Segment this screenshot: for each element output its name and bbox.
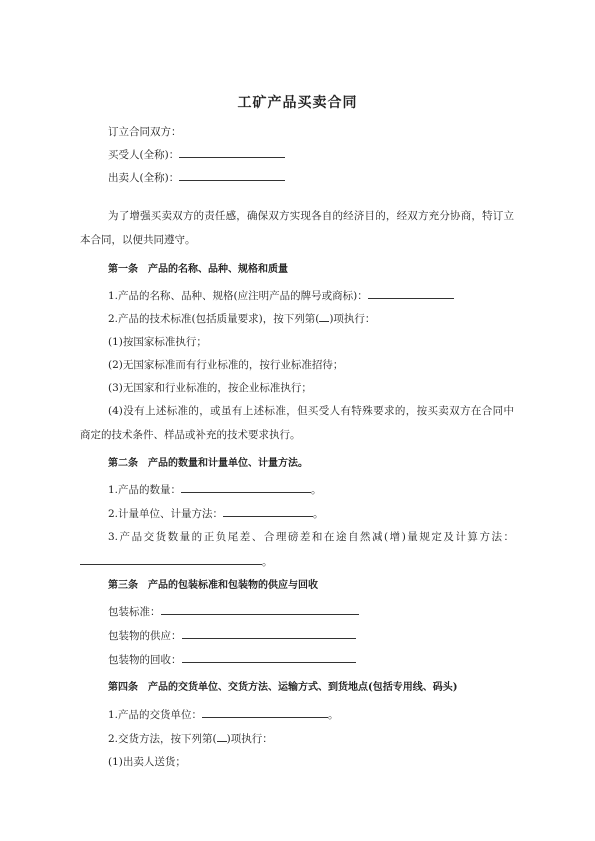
seller-blank — [179, 170, 285, 181]
article-2-item-3-line-1: 3.产品交货数量的正负尾差、合理磅差和在途自然减(增)量规定及计算方法： — [108, 531, 514, 543]
article-1-item-2 — [108, 311, 375, 326]
article-4-item-1 — [108, 707, 339, 722]
buyer-blank — [179, 147, 285, 158]
article-1-option-2: (2)无国家标准而有行业标准的，按行业标准招待； — [108, 359, 344, 371]
article-3-item-1-label: 包装标准： — [108, 606, 161, 618]
article-4-item-1-end: 。 — [328, 709, 339, 721]
document-title: 工矿产品买卖合同 — [237, 95, 358, 111]
article-3-item-3-label: 包装物的回收： — [108, 654, 182, 666]
article-4-heading: 第四条 产品的交货单位、交货方法、运输方式、到货地点(包括专用线、码头) — [108, 682, 458, 693]
article-3-heading: 第三条 产品的包装标准和包装物的供应与回收 — [108, 580, 318, 591]
article-1-item-2-blank — [319, 311, 329, 322]
article-3-item-1 — [108, 604, 359, 619]
article-3-item-1-blank — [161, 604, 359, 615]
article-2-item-1-label: 1.产品的数量： — [108, 484, 182, 496]
article-2-item-1-end: 。 — [311, 484, 322, 496]
preamble-line-2: 本合同，以便共同遵守。 — [80, 234, 196, 246]
article-3-item-2 — [108, 628, 356, 643]
article-2-item-2 — [108, 506, 324, 521]
article-1-option-4-line-1: (4)没有上述标准的，或虽有上述标准，但买受人有特殊要求的，按买卖双方在合同中 — [108, 405, 514, 417]
article-2-item-1 — [108, 482, 322, 497]
buyer-label: 买受人(全称)： — [108, 149, 180, 161]
article-3-item-2-blank — [182, 628, 356, 639]
article-2-item-2-end: 。 — [313, 508, 324, 520]
article-3-item-3 — [108, 652, 356, 667]
article-1-item-1-label: 1.产品的名称、品种、规格(应注明产品的牌号或商标)： — [108, 290, 368, 302]
article-2-item-3-line-2 — [80, 554, 273, 569]
article-2-item-2-label: 2.计量单位、计量方法： — [108, 508, 224, 520]
article-4-item-1-blank — [202, 707, 328, 718]
article-4-option-1: (1)出卖人送货； — [108, 756, 186, 768]
article-2-item-3-end: 。 — [262, 556, 273, 568]
article-2-heading: 第二条 产品的数量和计量单位、计量方法。 — [108, 458, 308, 469]
article-1-item-1 — [108, 288, 454, 303]
article-2-item-3-blank — [80, 554, 262, 565]
article-3-item-3-blank — [182, 652, 356, 663]
article-1-item-1-blank — [368, 288, 454, 299]
buyer-line — [108, 147, 285, 162]
article-2-item-1-blank — [181, 482, 311, 493]
article-3-item-2-label: 包装物的供应： — [108, 630, 182, 642]
article-4-item-2-post: )项执行： — [226, 733, 273, 745]
article-1-item-2-post: )项执行： — [329, 313, 376, 325]
article-4-item-1-label: 1.产品的交货单位： — [108, 709, 203, 721]
article-4-item-2-blank — [217, 731, 227, 742]
article-1-option-1: (1)按国家标准执行； — [108, 336, 207, 348]
article-1-option-4-line-2: 商定的技术条件、样品或补充的技术要求执行。 — [80, 429, 301, 441]
article-1-option-3: (3)无国家和行业标准的，按企业标准执行； — [108, 382, 312, 394]
article-2-item-2-blank — [223, 506, 313, 517]
article-4-item-2-pre: 2.交货方法，按下列第( — [108, 733, 217, 745]
seller-line — [108, 170, 285, 185]
seller-label: 出卖人(全称)： — [108, 172, 180, 184]
article-4-item-2 — [108, 731, 273, 746]
article-1-heading: 第一条 产品的名称、品种、规格和质量 — [108, 264, 288, 275]
parties-intro: 订立合同双方： — [108, 126, 182, 138]
article-1-item-2-pre: 2.产品的技术标准(包括质量要求)，按下列第( — [108, 313, 320, 325]
preamble-line-1: 为了增强买卖双方的责任感，确保双方实现各自的经济目的，经双方充分协商，特订立 — [108, 210, 514, 222]
